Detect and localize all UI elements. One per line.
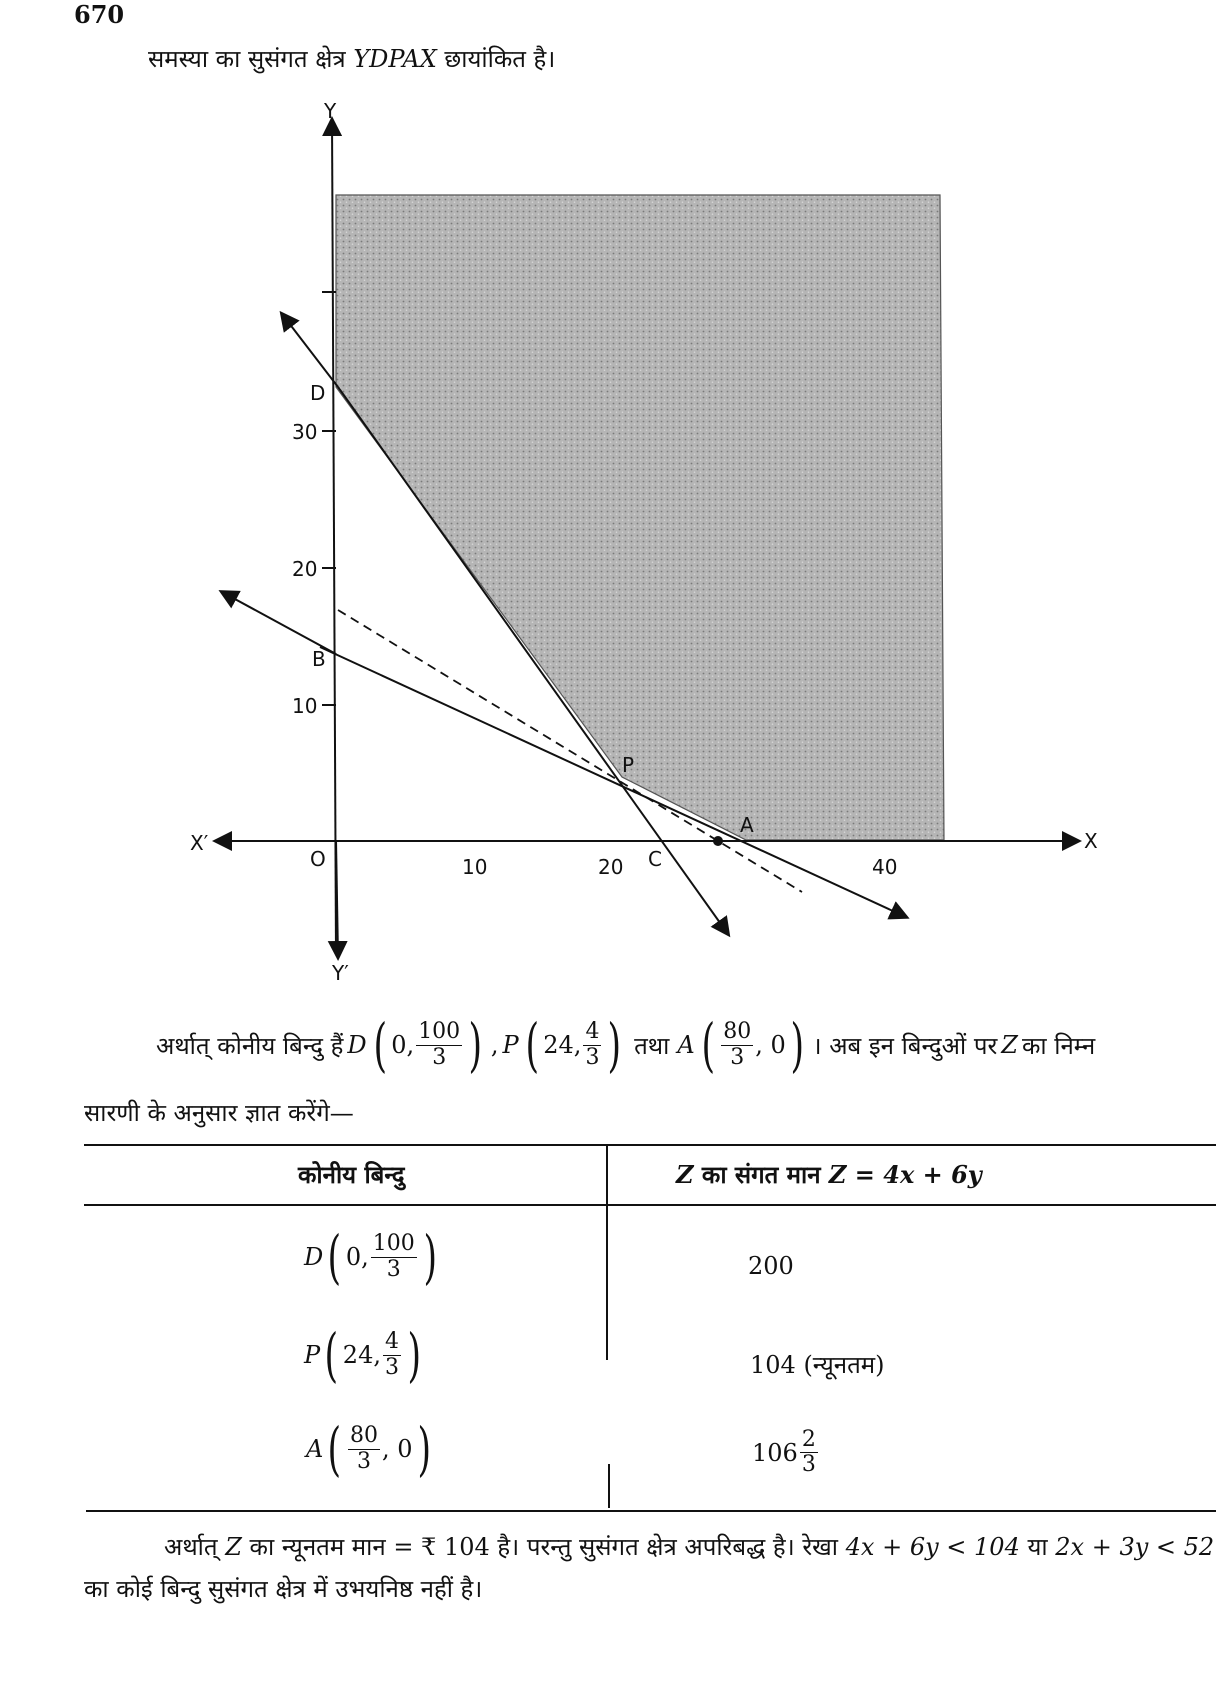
x-tick-label-40: 40 bbox=[872, 855, 898, 879]
point-P: P ( 24, $\frac{4}{3}$ ) bbox=[502, 1011, 622, 1079]
line-DC-extension bbox=[282, 314, 338, 387]
point-label-D: D bbox=[310, 381, 326, 405]
table-row-P-value: 104 (न्यूनतम) bbox=[750, 1351, 885, 1379]
point-P-y-fraction: $\frac{4}{3}$ bbox=[585, 1019, 600, 1070]
intro-text-after: छायांकित है। bbox=[444, 45, 556, 73]
point-D: D ( 0, $\frac{100}{3}$ ) bbox=[347, 1011, 483, 1079]
point-A-name: A bbox=[677, 1031, 695, 1059]
y-tick-label-20: 20 bbox=[292, 557, 318, 581]
origin-label: O bbox=[310, 847, 326, 871]
table-row-A-value: 106 $\frac{2}{3}$ bbox=[752, 1427, 816, 1478]
y-neg-axis-label: Y′ bbox=[332, 961, 349, 985]
table-bottom-rule bbox=[86, 1510, 1216, 1512]
para1-conjunction: तथा bbox=[634, 1031, 670, 1060]
y-tick-label-30: 30 bbox=[292, 420, 318, 444]
corner-points-sentence bbox=[156, 1011, 1096, 1079]
para1-z: Z bbox=[1001, 1031, 1018, 1059]
line-BA-extension bbox=[222, 592, 336, 654]
point-label-A: A bbox=[740, 813, 754, 837]
y-axis-label: Y bbox=[324, 99, 337, 123]
para1-suffix-2: का निम्न bbox=[1021, 1031, 1096, 1060]
table-row-D-value: 200 bbox=[748, 1252, 794, 1280]
conclusion-line1: अर्थात् Z का न्यूनतम मान = ₹ 104 है। परन्तु सुसंगत क्षेत्र अपरिबद्ध है। रेखा 4x + 6y < 104 या 2x + 3y < 52 bbox=[164, 1533, 1215, 1561]
intro-text-before: समस्या का सुसंगत क्षेत्र bbox=[148, 45, 346, 73]
table-header-z-value bbox=[676, 1158, 982, 1191]
point-A: A ( $\frac{80}{3}$ , 0 ) bbox=[677, 1011, 804, 1079]
header-z-formula: Z = 4x + 6y bbox=[828, 1160, 982, 1189]
table-header-corner-point: कोनीय बिन्दु bbox=[298, 1160, 405, 1189]
point-D-x: 0, bbox=[391, 1031, 415, 1059]
header-z-text: का संगत मान bbox=[701, 1160, 821, 1189]
x-neg-axis-label: X′ bbox=[190, 831, 209, 855]
header-z: Z bbox=[676, 1160, 694, 1189]
point-label-B: B bbox=[312, 647, 326, 671]
x-axis-point-marker bbox=[713, 836, 723, 846]
point-label-P: P bbox=[622, 753, 635, 777]
point-A-x-fraction: $\frac{80}{3}$ bbox=[723, 1019, 752, 1070]
point-A-y: , 0 bbox=[755, 1031, 786, 1059]
table-top-rule bbox=[84, 1144, 1216, 1146]
point-P-name: P bbox=[502, 1031, 519, 1059]
para1-separator: , bbox=[490, 1031, 499, 1059]
feasible-region bbox=[336, 195, 944, 840]
table-row-D-point: D ( 0, $\frac{100}{3}$ ) bbox=[304, 1223, 437, 1291]
point-D-name: D bbox=[347, 1031, 367, 1059]
y-tick-label-10: 10 bbox=[292, 694, 318, 718]
x-tick-label-10: 10 bbox=[462, 855, 488, 879]
table-column-divider-lower bbox=[608, 1464, 610, 1508]
para1-prefix: अर्थात् कोनीय बिन्दु हैं bbox=[156, 1031, 344, 1060]
table-column-divider bbox=[606, 1146, 608, 1360]
x-axis-label: X bbox=[1084, 829, 1098, 853]
point-P-x: 24, bbox=[543, 1031, 582, 1059]
point-D-y-fraction: $\frac{100}{3}$ bbox=[418, 1019, 461, 1070]
point-label-C: C bbox=[648, 847, 662, 871]
table-row-P-point: P ( 24, $\frac{4}{3}$ ) bbox=[304, 1321, 422, 1389]
conclusion-line2: का कोई बिन्दु सुसंगत क्षेत्र में उभयनिष्ठ नहीं है। bbox=[84, 1575, 483, 1603]
table-header-rule bbox=[84, 1204, 1216, 1206]
x-tick-label-20: 20 bbox=[598, 855, 624, 879]
para1-suffix-1: । अब इन बिन्दुओं पर bbox=[812, 1031, 998, 1060]
region-name: YDPAX bbox=[353, 45, 437, 73]
table-row-A-point: A ( $\frac{80}{3}$ , 0 ) bbox=[306, 1415, 431, 1483]
para1-line2: सारणी के अनुसार ज्ञात करेंगे— bbox=[84, 1099, 354, 1127]
page-number: 670 bbox=[74, 0, 125, 29]
